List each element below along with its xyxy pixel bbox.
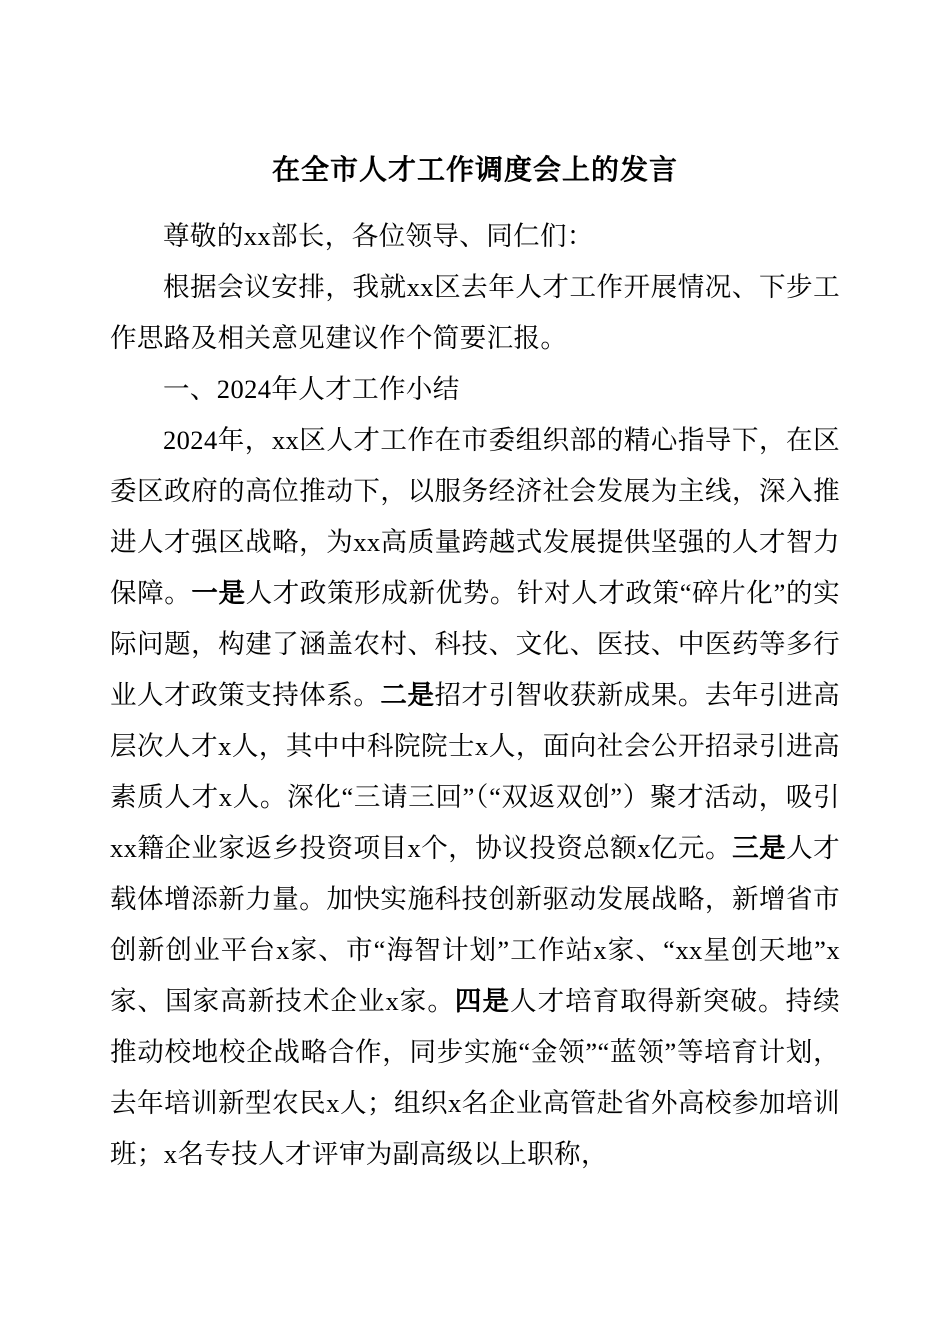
page-title: 在全市人才工作调度会上的发言	[271, 154, 678, 185]
bold-marker-4: 四是	[454, 986, 511, 1017]
body-text-1: 2024年，xx区人才工作在市委组织部的精心指导下，在区委区政府的高位推动下，以服务经济社会发展为主线，深入推进人才强区战略，为xx高质量跨越式发展提供坚强的人才智力保障。	[110, 425, 840, 609]
body-text-2: 人才政策形成新优势。针对人才政策“碎片化”的实际问题，构建了涵盖农村、科技、文化、医技、中医药等多行业人才政策支持体系。	[110, 578, 840, 711]
section-one-heading: 一、2024年人才工作小结	[163, 374, 460, 405]
body-text-5: 人才培育取得新突破。持续推动校地校企战略合作，同步实施“金领”“蓝领”等培育计划，去年培训新型农民x人；组织x名企业高管赴省外高校参加培训班；x名专技人才评审为副高级以上职称，	[110, 986, 840, 1170]
bold-marker-3: 三是	[732, 833, 787, 864]
intro-paragraph: 根据会议安排，我就xx区去年人才工作开展情况、下步工作思路及相关意见建议作个简要汇报。	[110, 272, 840, 354]
body-text-3: 招才引智收获新成果。去年引进高层次人才x人，其中中科院院士x人，面向社会公开招录引进高素质人才x人。深化“三请三回”（“双返双创”）聚才活动，吸引xx籍企业家返乡投资项目x个，协议投资总额x亿元。	[110, 680, 841, 864]
bold-marker-1: 一是	[191, 578, 246, 609]
body-text-4: 人才载体增添新力量。加快实施科技创新驱动发展战略，新增省市创新创业平台x家、市“海智计划”工作站x家、“xx星创天地”x家、国家高新技术企业x家。	[110, 833, 840, 1017]
salutation-paragraph: 尊敬的xx部长，各位领导、同仁们：	[163, 221, 594, 252]
section-one-body	[110, 415, 840, 1180]
bold-marker-2: 二是	[380, 680, 435, 711]
